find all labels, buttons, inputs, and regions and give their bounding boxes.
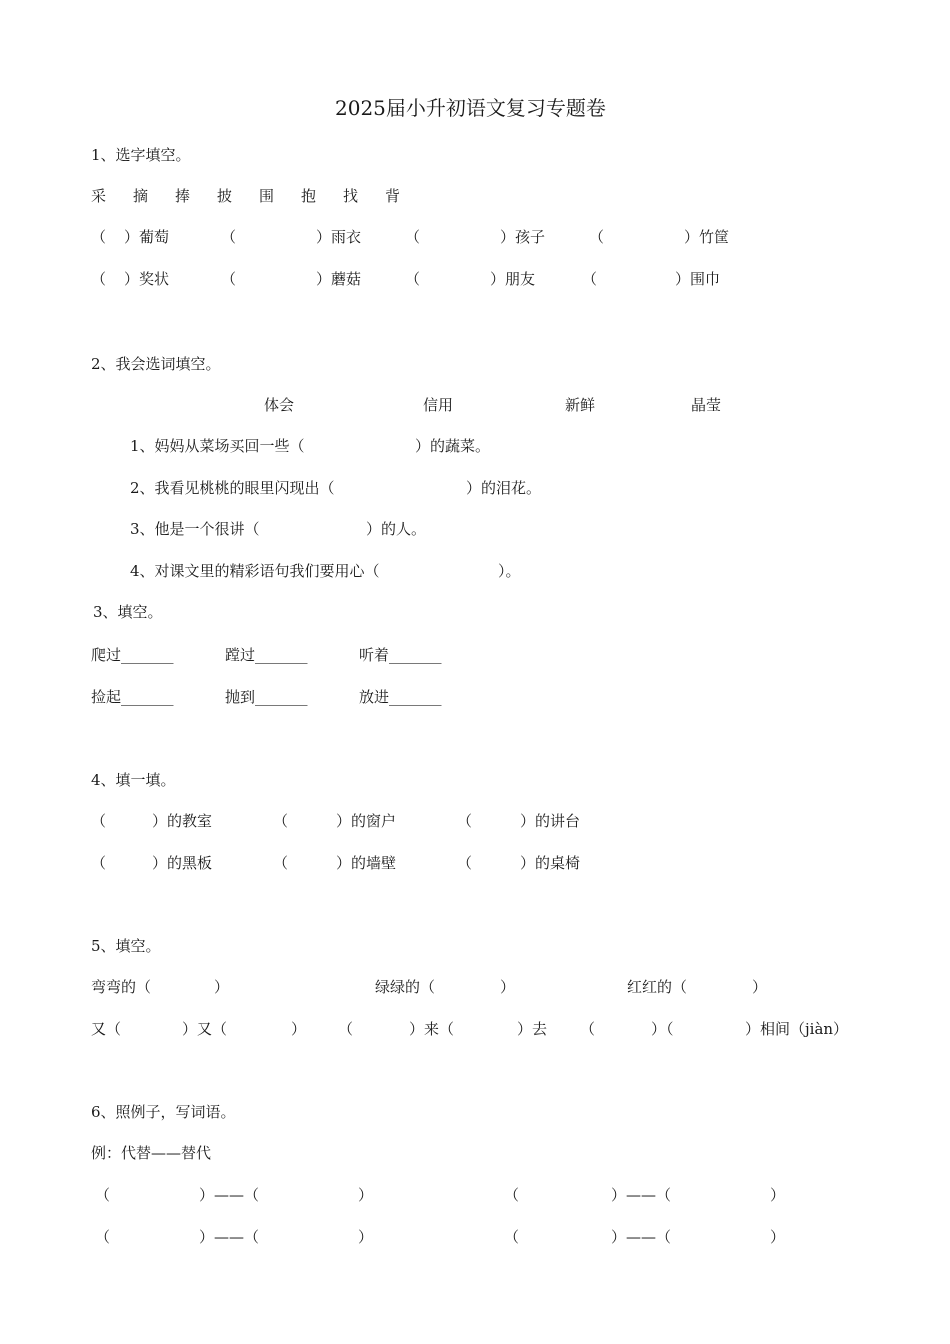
q1-paren-open: （ bbox=[221, 270, 237, 288]
q3-heading: 3、填空。 bbox=[93, 603, 163, 621]
q6-paren-open: （ bbox=[95, 1186, 111, 1204]
q1-item: ）孩子 bbox=[500, 228, 546, 246]
q4-item: ）的窗户 bbox=[336, 812, 397, 830]
q2-item-text: 1、妈妈从菜场买回一些（ bbox=[130, 437, 305, 455]
q6-dash: ）——（ bbox=[199, 1228, 260, 1246]
q6-dash: ）——（ bbox=[611, 1228, 672, 1246]
q5-item: ）又（ bbox=[182, 1020, 228, 1038]
q5-item: ）来（ bbox=[409, 1020, 455, 1038]
q1-item: ）朋友 bbox=[490, 270, 536, 288]
q6-paren-open: （ bbox=[95, 1228, 111, 1246]
q6-paren-close: ） bbox=[770, 1186, 786, 1204]
q6-paren-open: （ bbox=[504, 1186, 520, 1204]
q5-item: 红红的（ bbox=[627, 978, 688, 996]
q5-item: ） bbox=[214, 978, 230, 996]
q1-item: ）蘑菇 bbox=[316, 270, 362, 288]
q4-paren-open: （ bbox=[91, 854, 107, 872]
q1-paren-open: （ bbox=[91, 228, 107, 246]
q3-item: 爬过_______ bbox=[91, 646, 174, 664]
q1-char: 背 bbox=[385, 187, 401, 205]
q2-word: 信用 bbox=[423, 396, 454, 414]
q1-char: 采 bbox=[91, 187, 107, 205]
q5-heading: 5、填空。 bbox=[91, 937, 161, 955]
q1-item: ）奖状 bbox=[124, 270, 170, 288]
q3-item: 听着_______ bbox=[359, 646, 442, 664]
q2-item-text: 4、对课文里的精彩语句我们要用心（ bbox=[130, 562, 380, 580]
q3-item: 放进_______ bbox=[359, 688, 442, 706]
q4-paren-open: （ bbox=[91, 812, 107, 830]
q3-item: 蹚过_______ bbox=[225, 646, 308, 664]
q2-item-text: ）的蔬菜。 bbox=[415, 437, 491, 455]
q2-item-text: 2、我看见桃桃的眼里闪现出（ bbox=[130, 479, 335, 497]
q4-paren-open: （ bbox=[273, 812, 289, 830]
q1-item: ）雨衣 bbox=[316, 228, 362, 246]
q4-paren-open: （ bbox=[457, 812, 473, 830]
page-title: 2025届小升初语文复习专题卷 bbox=[335, 96, 606, 120]
q6-example: 例：代替——替代 bbox=[91, 1144, 212, 1162]
q6-heading: 6、照例子，写词语。 bbox=[91, 1103, 236, 1121]
q1-item: ）葡萄 bbox=[124, 228, 170, 246]
q2-word: 新鲜 bbox=[565, 396, 596, 414]
q6-dash: ）——（ bbox=[199, 1186, 260, 1204]
q1-paren-open: （ bbox=[221, 228, 237, 246]
q3-item: 捡起_______ bbox=[91, 688, 174, 706]
q6-paren-close: ） bbox=[358, 1186, 374, 1204]
q6-paren-close: ） bbox=[770, 1228, 786, 1246]
q5-item: （ bbox=[580, 1020, 596, 1038]
q1-char: 披 bbox=[217, 187, 233, 205]
q2-item-text: ）的人。 bbox=[366, 520, 427, 538]
q3-item: 抛到_______ bbox=[225, 688, 308, 706]
q5-item: 弯弯的（ bbox=[91, 978, 152, 996]
q5-item: 绿绿的（ bbox=[375, 978, 436, 996]
q1-paren-open: （ bbox=[405, 270, 421, 288]
q2-item-text: ）。 bbox=[498, 562, 521, 580]
q4-item: ）的教室 bbox=[152, 812, 213, 830]
q1-heading: 1、选字填空。 bbox=[91, 146, 191, 164]
q2-item-text: ）的泪花。 bbox=[466, 479, 542, 497]
q1-char: 摘 bbox=[133, 187, 149, 205]
q1-char: 围 bbox=[259, 187, 275, 205]
q4-item: ）的墙壁 bbox=[336, 854, 397, 872]
q4-paren-open: （ bbox=[273, 854, 289, 872]
q1-char: 捧 bbox=[175, 187, 191, 205]
q1-char: 抱 bbox=[301, 187, 317, 205]
q1-item: ）围巾 bbox=[675, 270, 721, 288]
q1-paren-open: （ bbox=[582, 270, 598, 288]
q6-paren-open: （ bbox=[504, 1228, 520, 1246]
q5-item: ） bbox=[291, 1020, 307, 1038]
q4-item: ）的黑板 bbox=[152, 854, 213, 872]
q5-item: ） bbox=[752, 978, 768, 996]
q1-paren-open: （ bbox=[589, 228, 605, 246]
q1-char: 找 bbox=[343, 187, 359, 205]
q5-item: ） bbox=[500, 978, 516, 996]
q1-paren-open: （ bbox=[91, 270, 107, 288]
q5-item: （ bbox=[338, 1020, 354, 1038]
q1-item: ）竹筐 bbox=[684, 228, 730, 246]
q5-item: ）（ bbox=[651, 1020, 674, 1038]
q2-word: 晶莹 bbox=[691, 396, 722, 414]
q5-item: ）相间（jiàn） bbox=[745, 1020, 849, 1038]
q2-word: 体会 bbox=[264, 396, 295, 414]
q1-paren-open: （ bbox=[405, 228, 421, 246]
q6-paren-close: ） bbox=[358, 1228, 374, 1246]
q4-paren-open: （ bbox=[457, 854, 473, 872]
q6-dash: ）——（ bbox=[611, 1186, 672, 1204]
q4-heading: 4、填一填。 bbox=[91, 771, 176, 789]
q2-item-text: 3、他是一个很讲（ bbox=[130, 520, 260, 538]
q5-item: ）去 bbox=[517, 1020, 548, 1038]
q2-heading: 2、我会选词填空。 bbox=[91, 355, 221, 373]
q4-item: ）的讲台 bbox=[520, 812, 581, 830]
q5-item: 又（ bbox=[91, 1020, 122, 1038]
q4-item: ）的桌椅 bbox=[520, 854, 581, 872]
